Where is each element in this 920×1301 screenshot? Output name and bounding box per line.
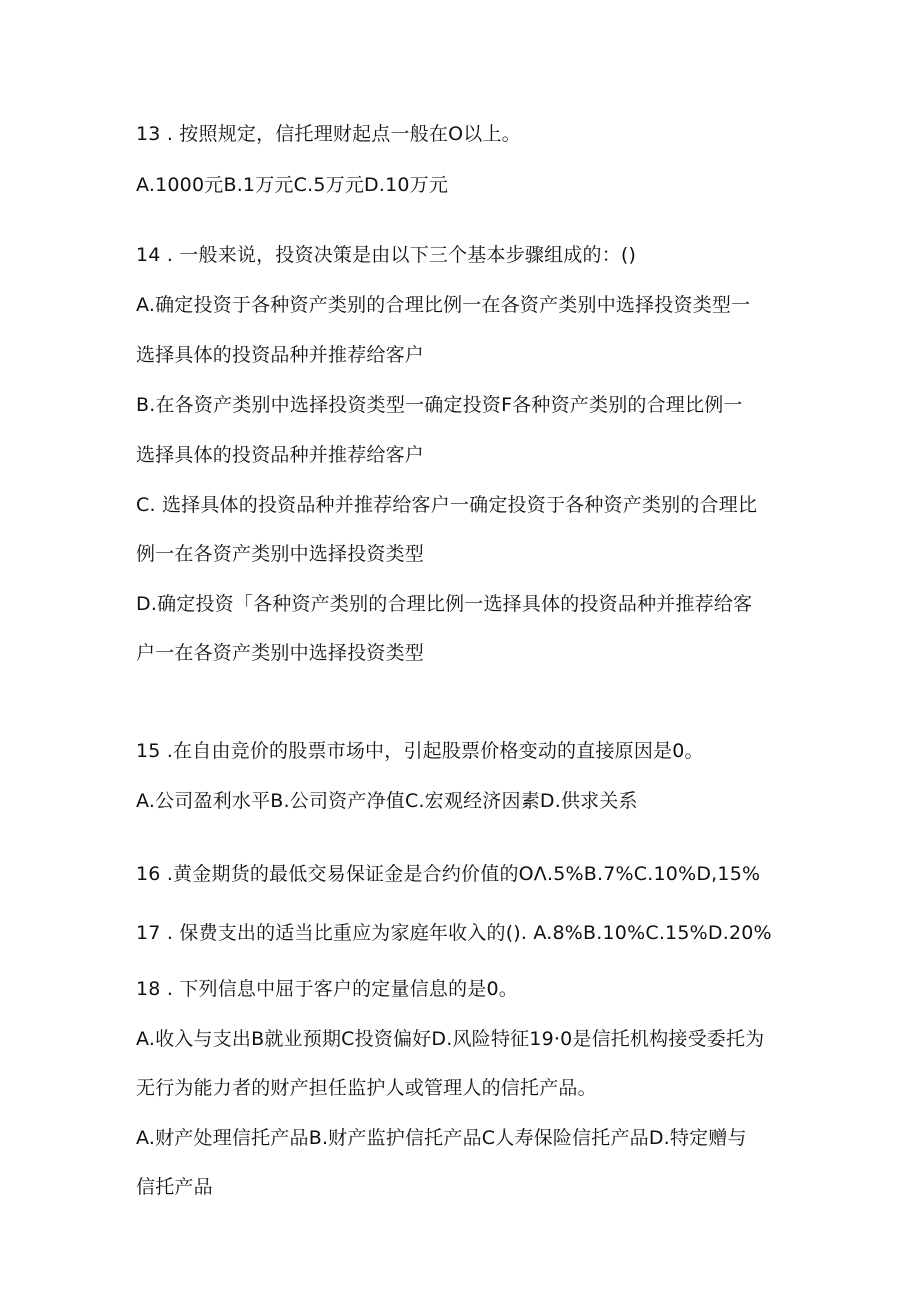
question-14-option-a-line-1: A.确定投资于各种资产类别的合理比例一在各资产类别中选择投资类型一	[136, 294, 751, 316]
question-19-options-line-1: A.财产处理信托产品B.财产监护信托产品C人寿保险信托产品D.特定赠与	[136, 1127, 747, 1149]
question-19-stem: 无行为能力者的财产担任监护人或管理人的信托产品。	[136, 1077, 597, 1099]
question-18-options-with-question-19: A.收入与支出B就业预期C投资偏好D.风险特征19·0是信托机构接受委托为	[136, 1028, 765, 1050]
question-13-stem: 13 . 按照规定，信托理财起点一般在O以上。	[136, 123, 521, 145]
question-18-stem: 18 . 下列信息中屈于客户的定量信息的是0。	[136, 978, 518, 1000]
question-14-stem: 14 . 一般来说，投资决策是由以下三个基本步骤组成的：()	[136, 244, 637, 266]
question-13-options: A.1000元B.1万元C.5万元D.10万元	[136, 174, 449, 196]
question-14-option-b-line-2: 选择具体的投资品种并推荐给客户	[136, 444, 425, 466]
question-17: 17 . 保费支出的适当比重应为家庭年收入的(). A.8%B.10%C.15%D.20%	[136, 922, 772, 944]
question-14-option-d-line-2: 户一在各资产类别中选择投资类型	[136, 642, 425, 664]
question-16: 16 .黄金期货的最低交易保证金是合约价值的OΛ.5%B.7%C.10%D,15%	[136, 863, 761, 885]
question-14-option-d-line-1: D.确定投资「各种资产类别的合理比例一选择具体的投资品种并推荐给客	[136, 593, 753, 615]
question-14-option-b-line-1: B.在各资产类别中选择投资类型一确定投资F各种资产类别的合理比例一	[136, 394, 743, 416]
question-14-option-c-line-2: 例一在各资产类别中选择投资类型	[136, 543, 425, 565]
question-15-options: A.公司盈利水平B.公司资产净值C.宏观经济因素D.供求关系	[136, 790, 638, 812]
question-19-options-line-2: 信托产品	[136, 1176, 213, 1198]
question-14-option-a-line-2: 选择具体的投资品种并推荐给客户	[136, 344, 425, 366]
question-15-stem: 15 .在自由竞价的股票市场中，引起股票价格变动的直接原因是0。	[136, 740, 704, 762]
question-14-option-c-line-1: C. 选择具体的投资品种并推荐给客户一确定投资于各种资产类别的合理比	[136, 494, 758, 516]
